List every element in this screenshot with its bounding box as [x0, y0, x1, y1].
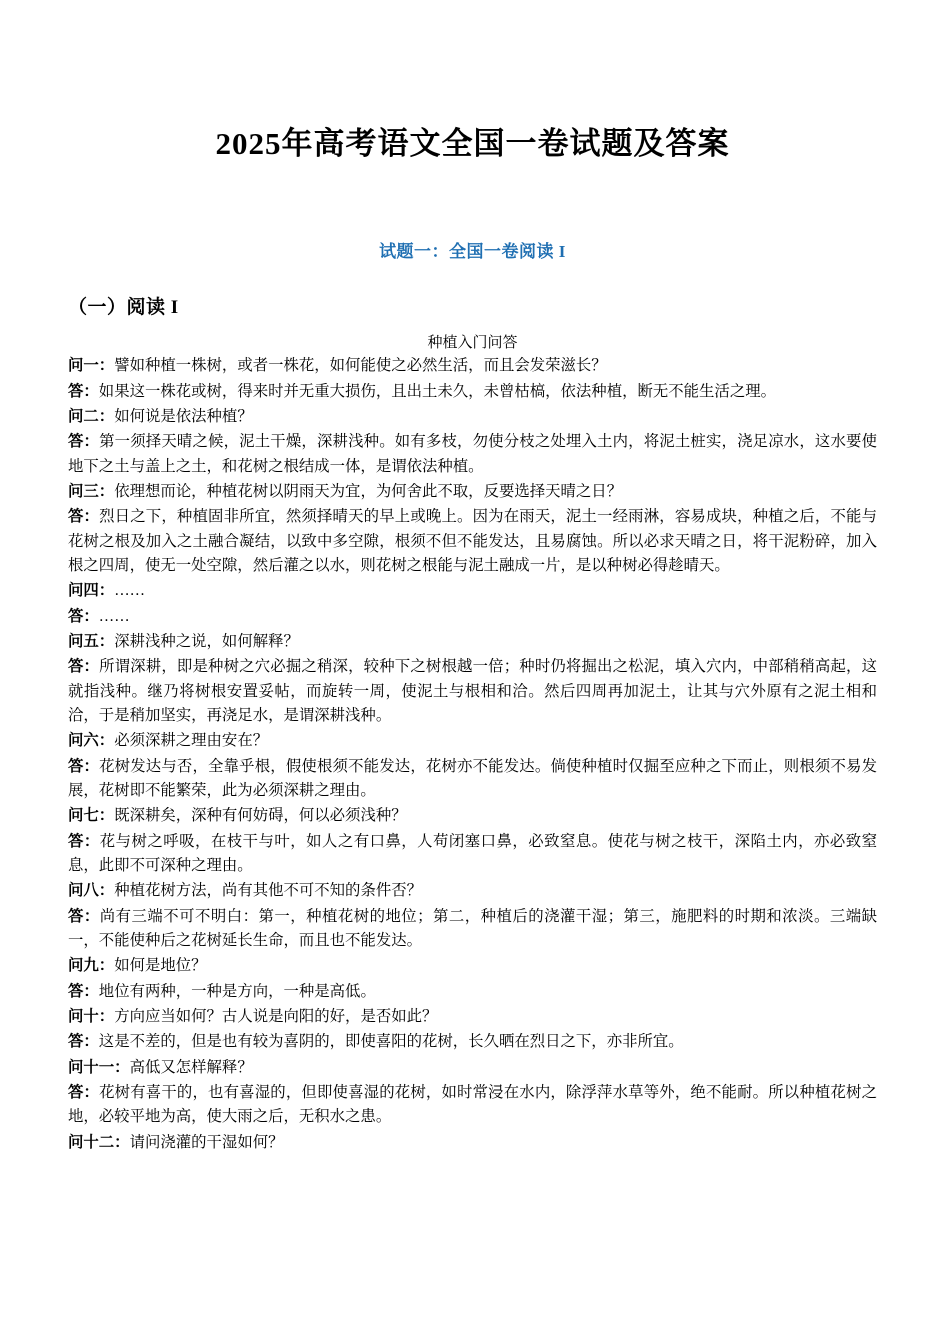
- qa-line: [68, 1030, 877, 1054]
- qa-text: 这是不差的，但是也有较为喜阴的，即使喜阳的花树，长久晒在烈日之下，亦非所宜。: [98, 1033, 684, 1051]
- qa-label: 问六：: [68, 732, 115, 750]
- qa-label: 答：: [68, 382, 99, 400]
- qa-text: 花树发达与否，全靠乎根，假使根须不能发达，花树亦不能发达。倘使种植时仅掘至应种之下而止，则根须不易发展，花树即不能繁荣，此为必须深耕之理由。: [68, 757, 877, 799]
- qa-text: 如何说是依法种植？: [114, 408, 253, 426]
- qa-line: [68, 1005, 877, 1029]
- passage-title: 种植入门问答: [427, 335, 518, 352]
- qa-label: 问一：: [68, 357, 115, 375]
- qa-line: [68, 655, 877, 728]
- qa-label: 答：: [68, 607, 99, 625]
- qa-label: 答：: [68, 832, 100, 850]
- qa-text: 烈日之下，种植固非所宜，然须择晴天的早上或晚上。因为在雨天，泥土一经雨淋，容易成块，种植之后，不能与花树之根及加入之土融合凝结，以致中多空隙，根须不但不能发达，且易腐蚀。所以必求天晴之日，将干泥粉碎，加入根之四周，使无一处空隙，然后灌之以水，则花树之根能与泥土融成一片，是以种树必得趁晴天。: [68, 508, 877, 575]
- qa-line: [68, 954, 877, 978]
- qa-text: 尚有三端不可不明白：第一，种植花树的地位；第二，种植后的浇灌干湿；第三，施肥料的时期和浓淡。三端缺一，不能使种后之花树延长生命，而且也不能发达。: [68, 907, 877, 949]
- qa-line: [68, 905, 877, 954]
- qa-line: [68, 380, 877, 404]
- qa-label: 答：: [68, 982, 99, 1000]
- qa-text: 深耕浅种之说，如何解释？: [114, 633, 299, 650]
- qa-label: 问四：: [68, 582, 115, 600]
- qa-line: [68, 480, 877, 504]
- qa-line: [68, 405, 877, 429]
- qa-line: [68, 1056, 877, 1080]
- qa-text: 譬如种植一株树，或者一株花，如何能使之必然生活，而且会发荣滋长？: [114, 357, 607, 375]
- qa-label: 问五：: [68, 633, 115, 650]
- qa-label: 答：: [68, 508, 100, 526]
- qa-line: [68, 605, 877, 629]
- qa-text: 既深耕矣，深种有何妨碍，何以必须浅种？: [114, 807, 407, 825]
- page-title: 2025年高考语文全国一卷试题及答案: [215, 126, 730, 161]
- qa-label: 问七：: [68, 807, 115, 825]
- qa-label: 问十：: [68, 1007, 115, 1025]
- qa-text: 方向应当如何？古人说是向阳的好，是否如此？: [114, 1007, 438, 1025]
- qa-line: [68, 430, 877, 479]
- qa-line: [68, 879, 877, 903]
- qa-text: 必须深耕之理由安在？: [114, 732, 269, 750]
- section-heading: 试题一：全国一卷阅读 I: [379, 242, 566, 262]
- qa-label: 答：: [68, 1033, 99, 1051]
- qa-text: 如果这一株花或树，得来时并无重大损伤，且出土未久，未曾枯槁，依法种植，断无不能生活之理。: [98, 382, 776, 400]
- qa-text: 花树有喜干的，也有喜湿的，但即使喜湿的花树，如时常浸在水内，除浮萍水草等外，绝不能耐。所以种植花树之地，必较平地为高，使大雨之后，无积水之患。: [68, 1083, 877, 1126]
- qa-line: [68, 354, 877, 378]
- qa-label: 问三：: [68, 483, 115, 501]
- qa-line: [68, 1131, 877, 1155]
- qa-text: 花与树之呼吸，在枝干与叶，如人之有口鼻，人苟闭塞口鼻，必致窒息。使花与树之枝干，深陷土内，亦必致窒息，此即不可深种之理由。: [68, 832, 877, 874]
- qa-text: 依理想而论，种植花树以阴雨天为宜，为何舍此不取，反要选择天晴之日？: [114, 483, 623, 501]
- qa-line: [68, 729, 877, 753]
- qa-label: 答：: [68, 1083, 100, 1101]
- qa-text: 所谓深耕，即是种树之穴必掘之稍深，较种下之树根越一倍；种时仍将掘出之松泥，填入穴内，中部稍稍高起，这就指浅种。继乃将树根安置妥帖，而旋转一周，使泥土与根相和洽。然后四周再加泥土，让其与穴外原有之泥土相和洽，于是稍加坚实，再浇足水，是谓深耕浅种。: [68, 658, 877, 724]
- qa-text: 如何是地位？: [114, 957, 207, 975]
- qa-list: [68, 354, 877, 1155]
- qa-label: 答：: [68, 658, 100, 676]
- qa-label: 答：: [68, 757, 100, 775]
- qa-line: [68, 804, 877, 828]
- qa-line: [68, 505, 877, 578]
- qa-text: ……: [98, 607, 130, 625]
- qa-line: [68, 980, 877, 1004]
- qa-text: 第一须择天晴之候，泥土干燥，深耕浅种。如有多枝，勿使分枝之处埋入土内，将泥土桩实，浇足凉水，这水要使地下之土与盖上之土，和花树之根结成一体，是谓依法种植。: [68, 433, 877, 475]
- qa-text: 高低又怎样解释？: [129, 1058, 253, 1076]
- qa-label: 问九：: [68, 957, 115, 975]
- qa-line: [68, 755, 877, 804]
- sub-heading: （一）阅读 I: [68, 297, 179, 319]
- qa-line: [68, 579, 877, 603]
- qa-label: 答：: [68, 907, 100, 925]
- qa-line: [68, 830, 877, 879]
- qa-label: 问二：: [68, 408, 115, 426]
- qa-label: 问八：: [68, 882, 115, 900]
- qa-text: 种植花树方法，尚有其他不可不知的条件否？: [114, 882, 423, 900]
- qa-label: 问十一：: [68, 1058, 130, 1076]
- qa-label: 问十二：: [68, 1133, 130, 1151]
- qa-text: 请问浇灌的干湿如何？: [129, 1133, 284, 1151]
- qa-label: 答：: [68, 433, 100, 451]
- qa-line: [68, 630, 877, 654]
- qa-line: [68, 1081, 877, 1130]
- qa-text: 地位有两种，一种是方向，一种是高低。: [98, 982, 376, 1000]
- qa-text: ……: [114, 582, 145, 600]
